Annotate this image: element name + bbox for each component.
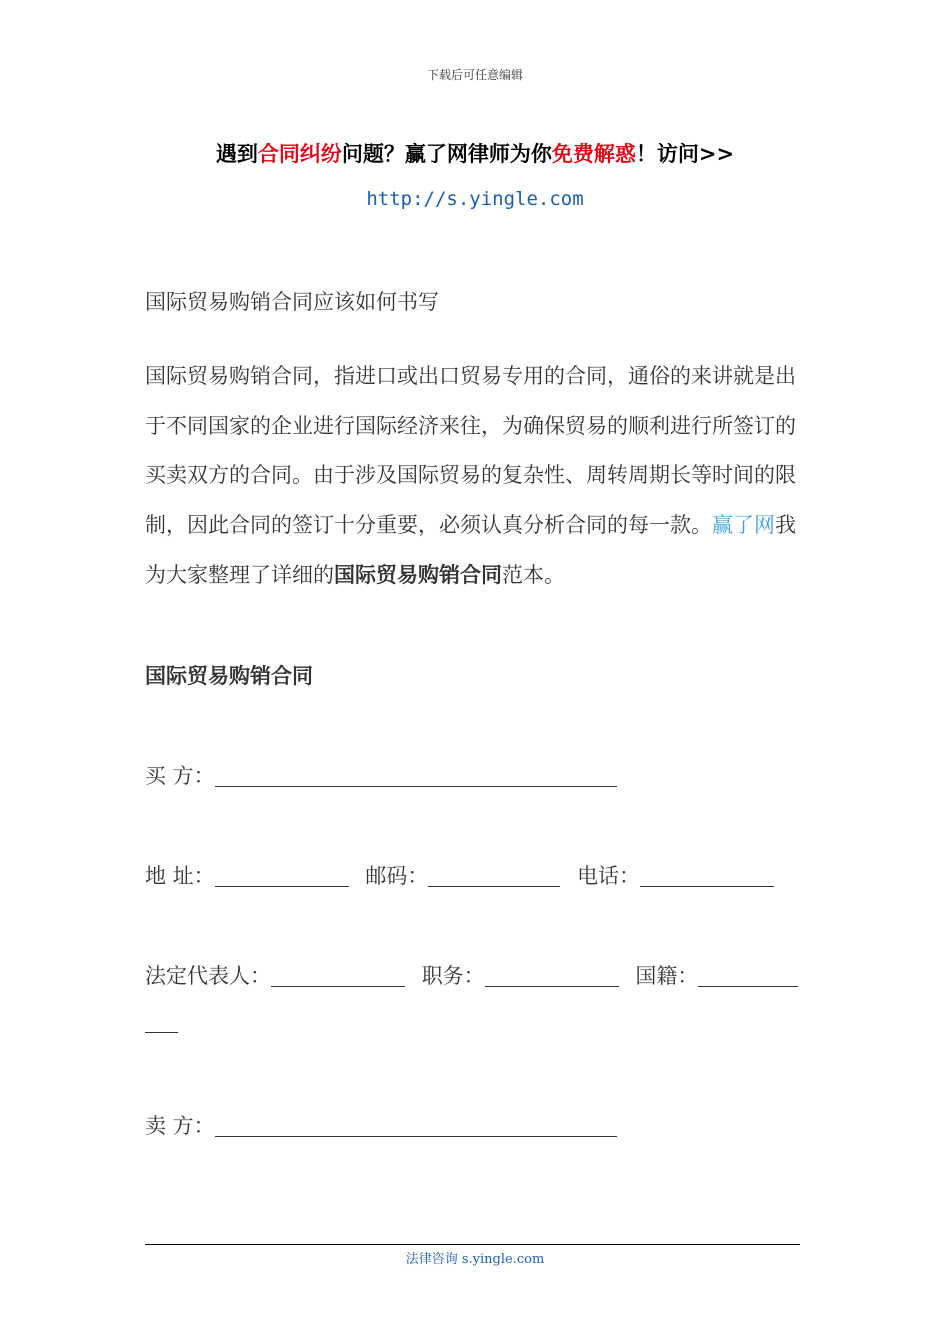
buyer-blank[interactable]	[215, 766, 617, 787]
promo-banner[interactable]	[0, 138, 950, 168]
intro-paragraph	[145, 352, 810, 601]
legal-rep-blank[interactable]	[271, 966, 405, 987]
nationality-blank[interactable]	[698, 966, 798, 987]
promo-text: ！访问>>	[635, 141, 735, 166]
promo-text: 遇到	[215, 141, 258, 166]
legal-rep-label: 法定代表人：	[145, 964, 271, 988]
intro-text: 我为大家整理了详细的	[145, 512, 796, 587]
footer-link[interactable]: 法律咨询 s.yingle.com	[405, 1252, 545, 1267]
postcode-label: 邮码：	[365, 864, 429, 888]
document-title: 国际贸易购销合同应该如何书写	[145, 290, 439, 314]
address-label: 地 址：	[145, 864, 215, 888]
nationality-blank-tail[interactable]	[145, 1012, 178, 1033]
address-blank[interactable]	[215, 866, 349, 887]
section-title: 国际贸易购销合同	[145, 663, 313, 688]
footer-divider	[145, 1244, 800, 1245]
postcode-blank[interactable]	[428, 866, 560, 887]
promo-url-link[interactable]: http://s.yingle.com	[366, 188, 584, 210]
address-line	[145, 860, 774, 890]
seller-label: 卖 方：	[145, 1114, 215, 1138]
header-note: 下载后可任意编辑	[426, 68, 523, 82]
buyer-label: 买 方：	[145, 764, 215, 788]
promo-text: 问题？赢了网律师为你	[341, 141, 552, 166]
intro-bold-term: 国际贸易购销合同	[334, 562, 502, 587]
position-blank[interactable]	[485, 966, 619, 987]
legal-rep-line	[145, 960, 798, 990]
nationality-blank-continued	[145, 1010, 178, 1034]
phone-label: 电话：	[577, 864, 641, 888]
intro-text: 国际贸易购销合同，指进口或出口贸易专用的合同，通俗的来讲就是出于不同国家的企业进行国际经济来往，为确保贸易的顺利进行所签订的买卖双方的合同。由于涉及国际贸易的复杂性、周转周期长等时间的限制，因此合同的签订十分重要，必须认真分析合同的每一款。	[145, 364, 796, 537]
nationality-label: 国籍：	[635, 964, 699, 988]
promo-highlight: 免费解惑	[551, 141, 636, 166]
seller-line	[145, 1110, 617, 1140]
yingle-link[interactable]: 赢了网	[712, 512, 775, 537]
buyer-line	[145, 760, 617, 790]
phone-blank[interactable]	[640, 866, 774, 887]
seller-blank[interactable]	[215, 1116, 617, 1137]
intro-text: 范本。	[502, 563, 565, 587]
promo-highlight: 合同纠纷	[257, 141, 342, 166]
position-label: 职务：	[421, 964, 485, 988]
